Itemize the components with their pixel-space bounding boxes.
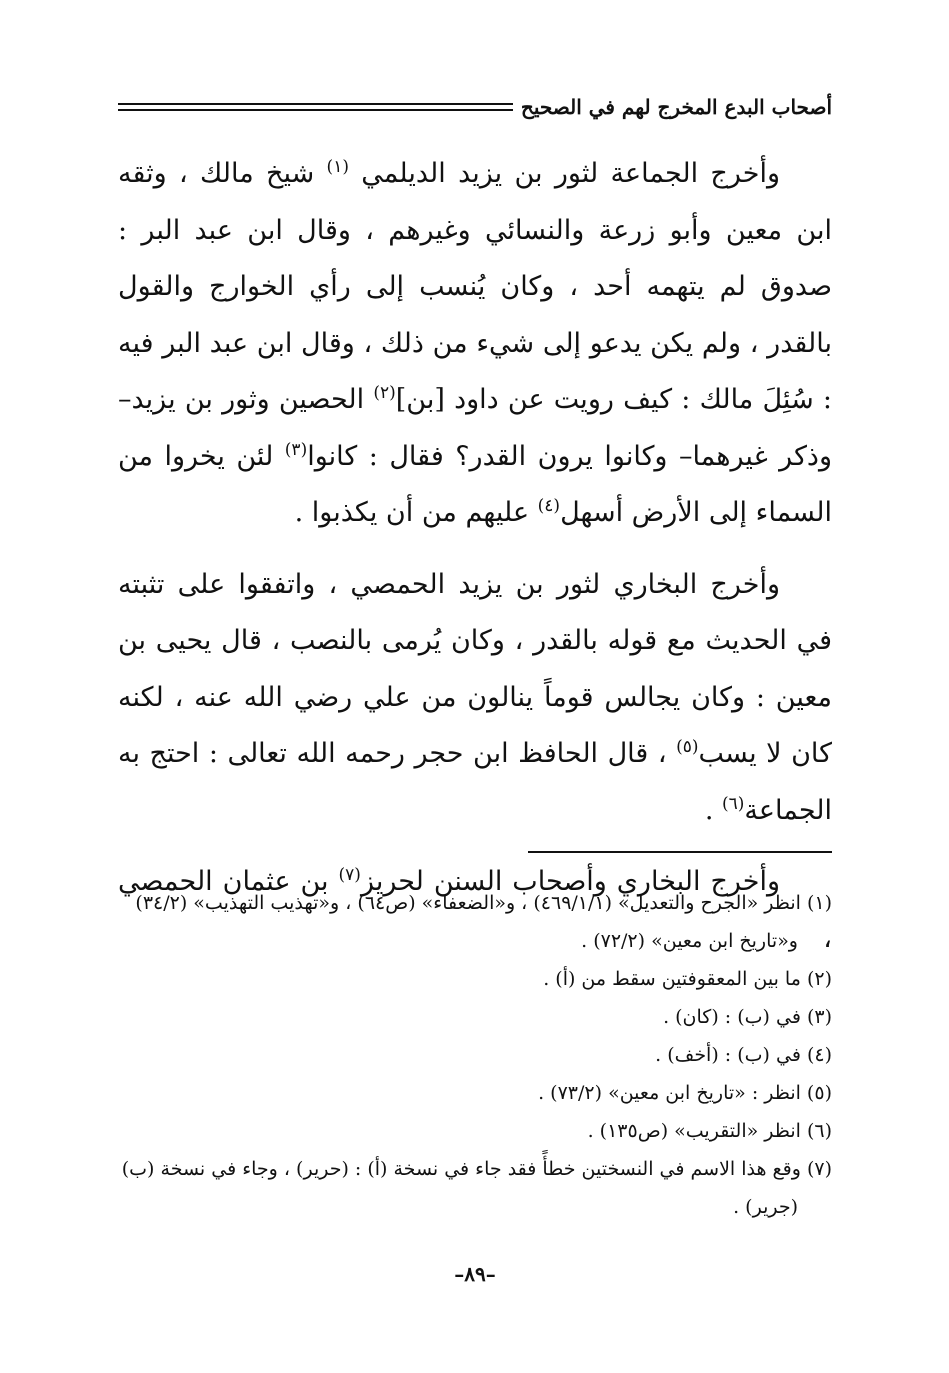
text-segment: عليهم من أن يكذبوا . xyxy=(294,497,538,528)
footnote-reference: (٤) xyxy=(537,496,561,516)
footnote-reference: (٧) xyxy=(338,865,361,885)
footnote: (٣) في (ب) : (كان) . xyxy=(663,1006,832,1028)
main-text xyxy=(118,146,832,967)
header-title: أصحاب البدع المخرج لهم في الصحيح xyxy=(520,95,832,119)
footnote-separator xyxy=(528,851,832,853)
footnote-reference: (١) xyxy=(326,157,349,177)
footnote-reference: (٦) xyxy=(721,793,745,814)
footnotes xyxy=(118,884,832,1226)
text-segment: وأخرج الجماعة لثور بن يزيد الديلمي xyxy=(348,158,780,189)
footnote: (٤) في (ب) : (أخف) . xyxy=(655,1044,832,1066)
text-segment: لئن يخروا من السماء إلى الأرض أسهل xyxy=(118,440,832,528)
paragraph xyxy=(118,146,832,542)
text-segment: بن عثمان الحمصي ، xyxy=(118,866,832,954)
text-segment: شيخ مالك ، وثقه ابن معين وأبو زرعة والنسائي وغيرهم ، وقال ابن عبد البر : صدوق لم يتهمه أحد ، وكان يُنسب إلى رأي الخوارج والقول بالقدر ، ولم يكن يدعو إلى شيء من ذلك ، وقال ابن عبد البر فيه : سُئِلَ مالك : كيف رويت عن داود [بن] xyxy=(118,158,833,415)
footnote: (٢) ما بين المعقوفتين سقط من (أ) . xyxy=(543,968,832,990)
footnote-reference: (٥) xyxy=(676,737,699,757)
page-number: –٨٩– xyxy=(454,1262,496,1286)
footnote: (٦) انظر «التقريب» (ص١٣٥) . xyxy=(587,1120,832,1142)
paragraph xyxy=(118,557,832,840)
footnote: (٧) وقع هذا الاسم في النسختين خطأً فقد جاء في نسخة (أ) : (حرير) ، وجاء في نسخة (ب) (جرير) . xyxy=(121,1158,832,1218)
footnote-reference: (٣) xyxy=(284,439,308,460)
text-segment: ، قال الحافظ ابن حجر رحمه الله تعالى : احتج به الجماعة xyxy=(118,738,832,826)
running-header xyxy=(118,92,832,122)
header-double-rule xyxy=(118,103,513,111)
text-segment: وأخرج البخاري وأصحاب السنن لحريز xyxy=(360,866,781,897)
text-segment: . xyxy=(704,794,722,826)
footnote: (٥) انظر : «تاريخ ابن معين» (٧٣/٢) . xyxy=(538,1082,832,1104)
text-segment: الحصين وثور بن يزيد– وذكر غيرهما– وكانوا يرون القدر؟ فقال : كانوا xyxy=(118,384,832,472)
footnote-reference: (٢) xyxy=(373,383,396,403)
text-segment: وأخرج البخاري لثور بن يزيد الحمصي ، واتفقوا على تثبته في الحديث مع قوله بالقدر ، وكان يُرمى بالنصب ، قال يحيى بن معين : وكان يجالس قوماً ينالون من علي رضي الله عنه ، لكنه كان لا يسب xyxy=(118,568,832,769)
footnote: (١) انظر «الجرح والتعديل» (٤٦٩/١/١) ، و«الضعفاء» (ص٦٤) ، و«تهذيب التهذيب» (٣٤/٢) و«تاريخ ابن معين» (٧٢/٢) . xyxy=(135,892,832,952)
